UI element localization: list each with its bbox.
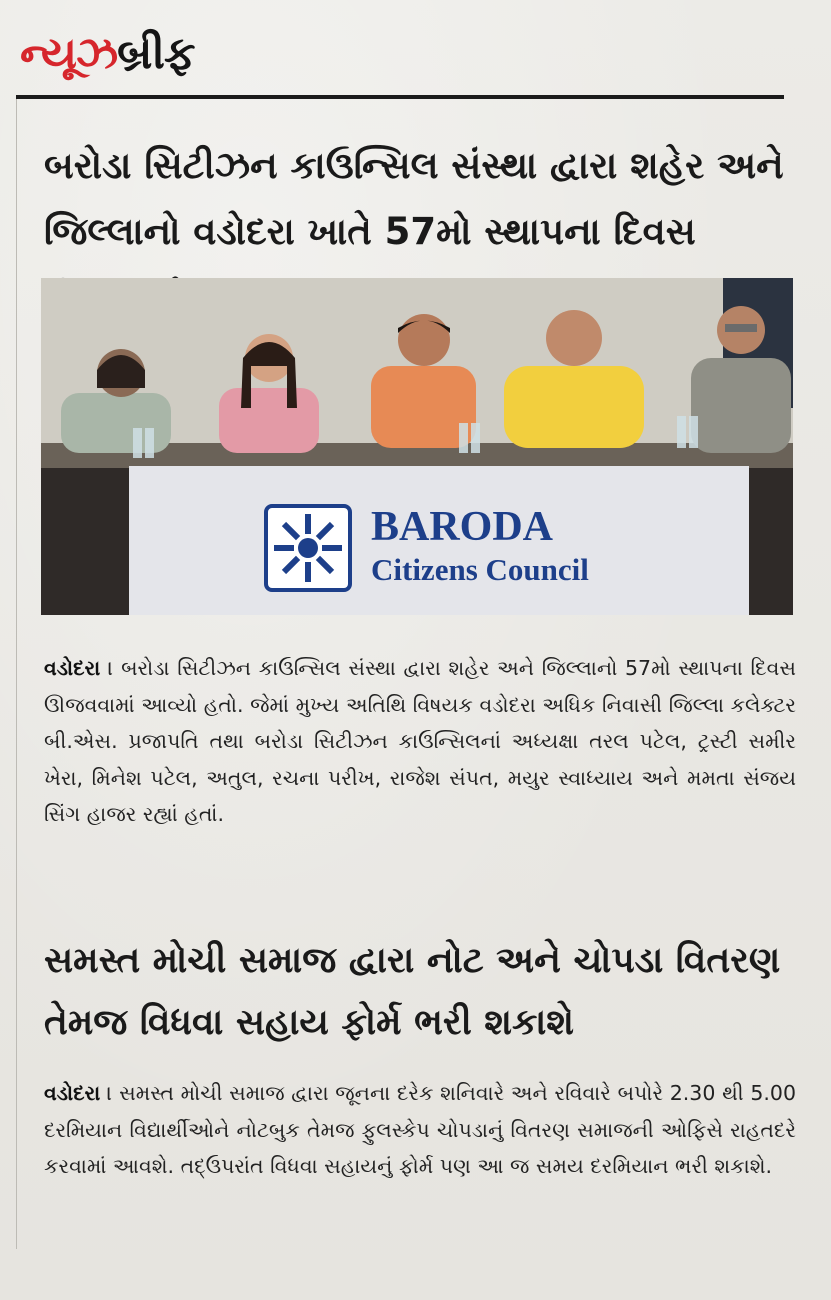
section-header-red: ન્યૂઝ	[20, 28, 118, 79]
story1-text: બરોડા સિટીઝન કાઉન્સિલ સંસ્થા દ્વારા શહેર અને જિલ્લાનો 57મો સ્થાપના દિવસ ઊજવવામાં આવ્યો હતો. જેમાં મુખ્ય અતિથિ વિષયક વડોદરા અધિક નિવાસી જિલ્લા કલેક્ટર બી.એસ. પ્રજાપતિ તથા બરોડા સિટીઝન કાઉન્સિલનાં અધ્યક્ષા તરલ પટેલ, ટ્રસ્ટી સમીર ખેરા, મિનેશ પટેલ, અતુલ, રચના પરીખ, રાજેશ સંપત, મયુર સ્વાધ્યાય અને મમતા સંજય સિંગ હાજર રહ્યાં હતાં.	[44, 656, 796, 826]
header-rule	[16, 95, 784, 99]
story2-separator: ।	[106, 1081, 113, 1105]
council-banner	[129, 466, 749, 615]
story2-body	[44, 1075, 796, 1185]
story1-body	[44, 650, 796, 833]
story1-headline: બરોડા સિટીઝન કાઉન્સિલ સંસ્થા દ્વારા શહેર અને જિલ્લાનો વડોદરા ખાતે 57મો સ્થાપના દિવસ	[44, 144, 784, 253]
section-header	[20, 28, 194, 92]
banner-title: BARODA	[371, 504, 554, 550]
council-logo-icon	[274, 514, 342, 582]
story1-dateline: વડોદરા	[44, 656, 101, 680]
column-divider	[16, 99, 17, 1249]
story1-separator: ।	[107, 656, 114, 680]
banner-subtitle: Citizens Council	[371, 552, 589, 587]
story2-headline: સમસ્ત મોચી સમાજ દ્વારા નોટ અને ચોપડા વિતરણ તેમજ વિધવા સહાય ફોર્મ ભરી શકાશે	[44, 940, 781, 1043]
story2-dateline: વડોદરા	[44, 1081, 101, 1105]
event-photo	[41, 278, 793, 615]
section-header-black: બ્રીફ	[117, 28, 195, 79]
story2-text: સમસ્ત મોચી સમાજ દ્વારા જૂનના દરેક શનિવારે અને રવિવારે બપોરે 2.30 થી 5.00 દરમિયાન વિદ્યાર્થીઓને નોટબુક તેમજ ફુલસ્કેપ ચોપડાનું વિતરણ સમાજની ઓફિસે રાહતદરે કરવામાં આવશે. તદ્ઉપરાંત વિધવા સહાયનું ફોર્મ પણ આ જ સમય દરમિયાન ભરી શકાશે.	[44, 1081, 796, 1178]
